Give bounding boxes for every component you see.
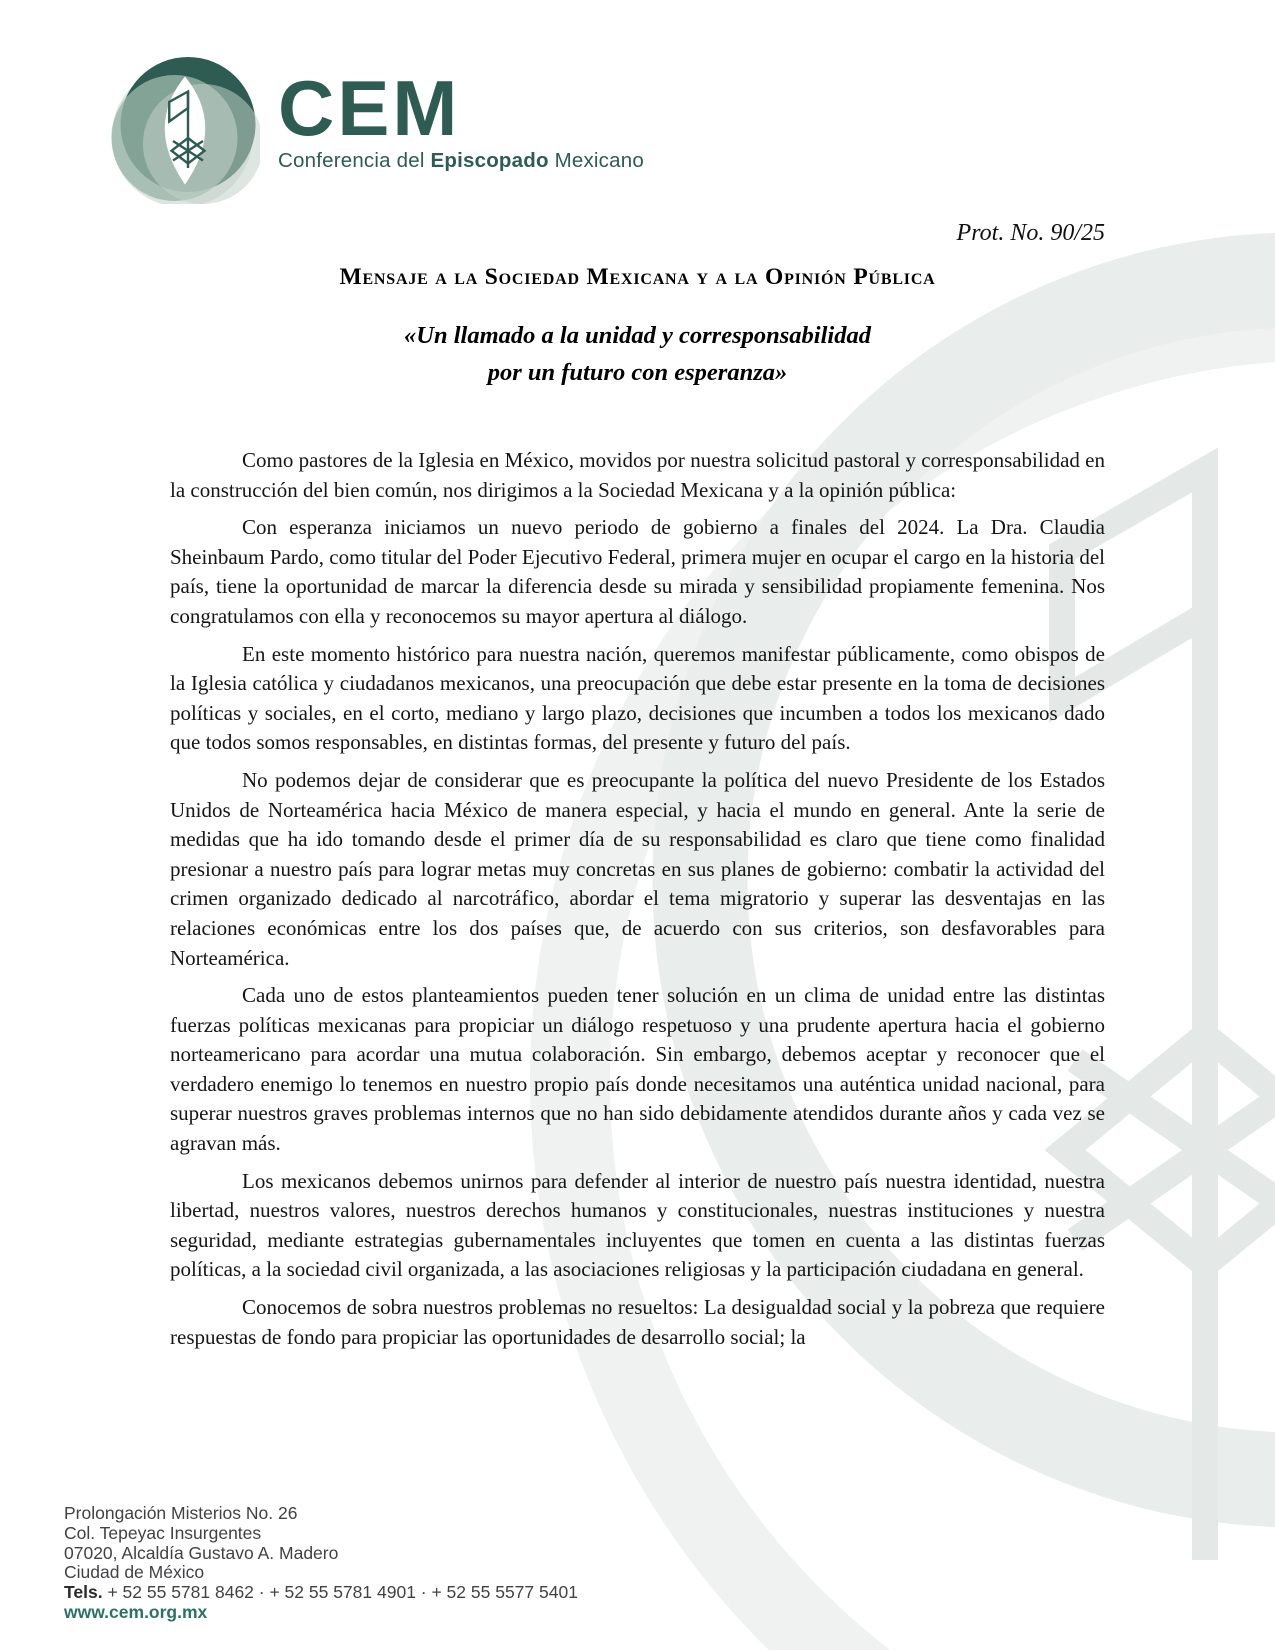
website-link[interactable]: www.cem.org.mx xyxy=(64,1601,208,1622)
tels-value: + 52 55 5781 8462 · + 52 55 5781 4901 · + 52 55 5577 5401 xyxy=(102,1582,578,1603)
logo-acronym: CEM xyxy=(278,64,461,152)
address-line-1: Prolongación Misterios No. 26 xyxy=(64,1503,298,1523)
body-paragraph: En este momento histórico para nuestra nación, queremos manifestar públicamente, como obispos de la Iglesia católica y ciudadanos mexicanos, una preocupación que debe estar presente en la toma de decisiones políticas y sociales, en el corto, mediano y largo plazo, decisiones que incumben a todos los mexicanos dado que todos somos responsables, en distintas formas, del presente y futuro del país. xyxy=(170,641,1105,755)
address-line-4: Ciudad de México xyxy=(64,1562,205,1583)
address-line-3: 07020, Alcaldía Gustavo A. Madero xyxy=(64,1542,339,1563)
subtitle-line-1: «Un llamado a la unidad y corresponsabilidad xyxy=(404,322,871,349)
tagline-suffix: Mexicano xyxy=(548,149,644,172)
body-paragraph: Como pastores de la Iglesia en México, movidos por nuestra solicitud pastoral y corresponsabilidad en la construcción del bien común, nos dirigimos a la Sociedad Mexicana y a la opinión pública: xyxy=(170,448,1105,502)
body-paragraph: Con esperanza iniciamos un nuevo periodo de gobierno a finales del 2024. La Dra. Claudia Sheinbaum Pardo, como titular del Poder Ejecutivo Federal, primera mujer en ocupar el cargo en la historia del país, tiene la oportunidad de marcar la diferencia desde su mirada y sensibilidad propiamente femenina. Nos congratulamos con ella y reconocemos su mayor apertura al diálogo. xyxy=(170,515,1105,628)
body-paragraph: No podemos dejar de considerar que es preocupante la política del nuevo Presidente de los Estados Unidos de Norteamérica hacia México de manera especial, y hacia el mundo en general. Ante la serie de medidas que ha ido tomando desde el primer día de su responsabilidad es claro que tiene como finalidad presionar a nuestro país para lograr metas muy concretas en sus planes de gobierno: combatir la actividad del crimen organizado dedicado al narcotráfico, abordar el tema migratorio y superar las desventajas en las relaciones económicas entre los dos países que, de acuerdo con sus criterios, son desfavorables para Norteamérica. xyxy=(170,767,1105,970)
logo-text xyxy=(278,54,644,173)
phones-line xyxy=(64,1583,578,1603)
subtitle-line-2: por un futuro con esperanza» xyxy=(487,359,788,386)
body-paragraph: Conocemos de sobra nuestros problemas no resueltos: La desigualdad social y la pobreza que requiere respuestas de fondo para propiciar las oportunidades de desarrollo social; la xyxy=(170,1295,1105,1349)
cem-logo-mark-icon xyxy=(110,54,260,204)
document-subtitle xyxy=(0,317,1275,391)
tagline-bold: Episcopado xyxy=(430,149,549,172)
tels-label: Tels. xyxy=(64,1582,103,1603)
logo-tagline xyxy=(278,149,644,173)
document-title: Mensaje a la Sociedad Mexicana y a la Opinión Pública xyxy=(339,264,936,290)
cem-logo xyxy=(110,54,644,204)
tagline-prefix: Conferencia del xyxy=(278,149,431,172)
protocol-number: Prot. No. 90/25 xyxy=(956,220,1105,246)
address-line-2: Col. Tepeyac Insurgentes xyxy=(64,1522,262,1543)
letter-body xyxy=(170,446,1105,1360)
body-paragraph: Los mexicanos debemos unirnos para defender al interior de nuestro país nuestra identidad, nuestra libertad, nuestros valores, nuestros derechos humanos y constitucionales, nuestras instituciones y nuestra seguridad, mediante estrategias gubernamentales incluyentes que tomen en cuenta a las distintas fuerzas políticas, a la sociedad civil organizada, a las asociaciones religiosas y la participación ciudadana en general. xyxy=(170,1168,1105,1282)
footer-contact xyxy=(64,1504,578,1623)
body-paragraph: Cada uno de estos planteamientos pueden tener solución en un clima de unidad entre las distintas fuerzas políticas mexicanas para propiciar un diálogo respetuoso y una prudente apertura hacia el gobierno norteamericano para acordar una mutua colaboración. Sin embargo, debemos aceptar y reconocer que el verdadero enemigo lo tenemos en nuestro propio país donde necesitamos una auténtica unidad nacional, para superar nuestros graves problemas internos que no han sido debidamente atendidos durante años y cada vez se agravan más. xyxy=(170,983,1105,1156)
